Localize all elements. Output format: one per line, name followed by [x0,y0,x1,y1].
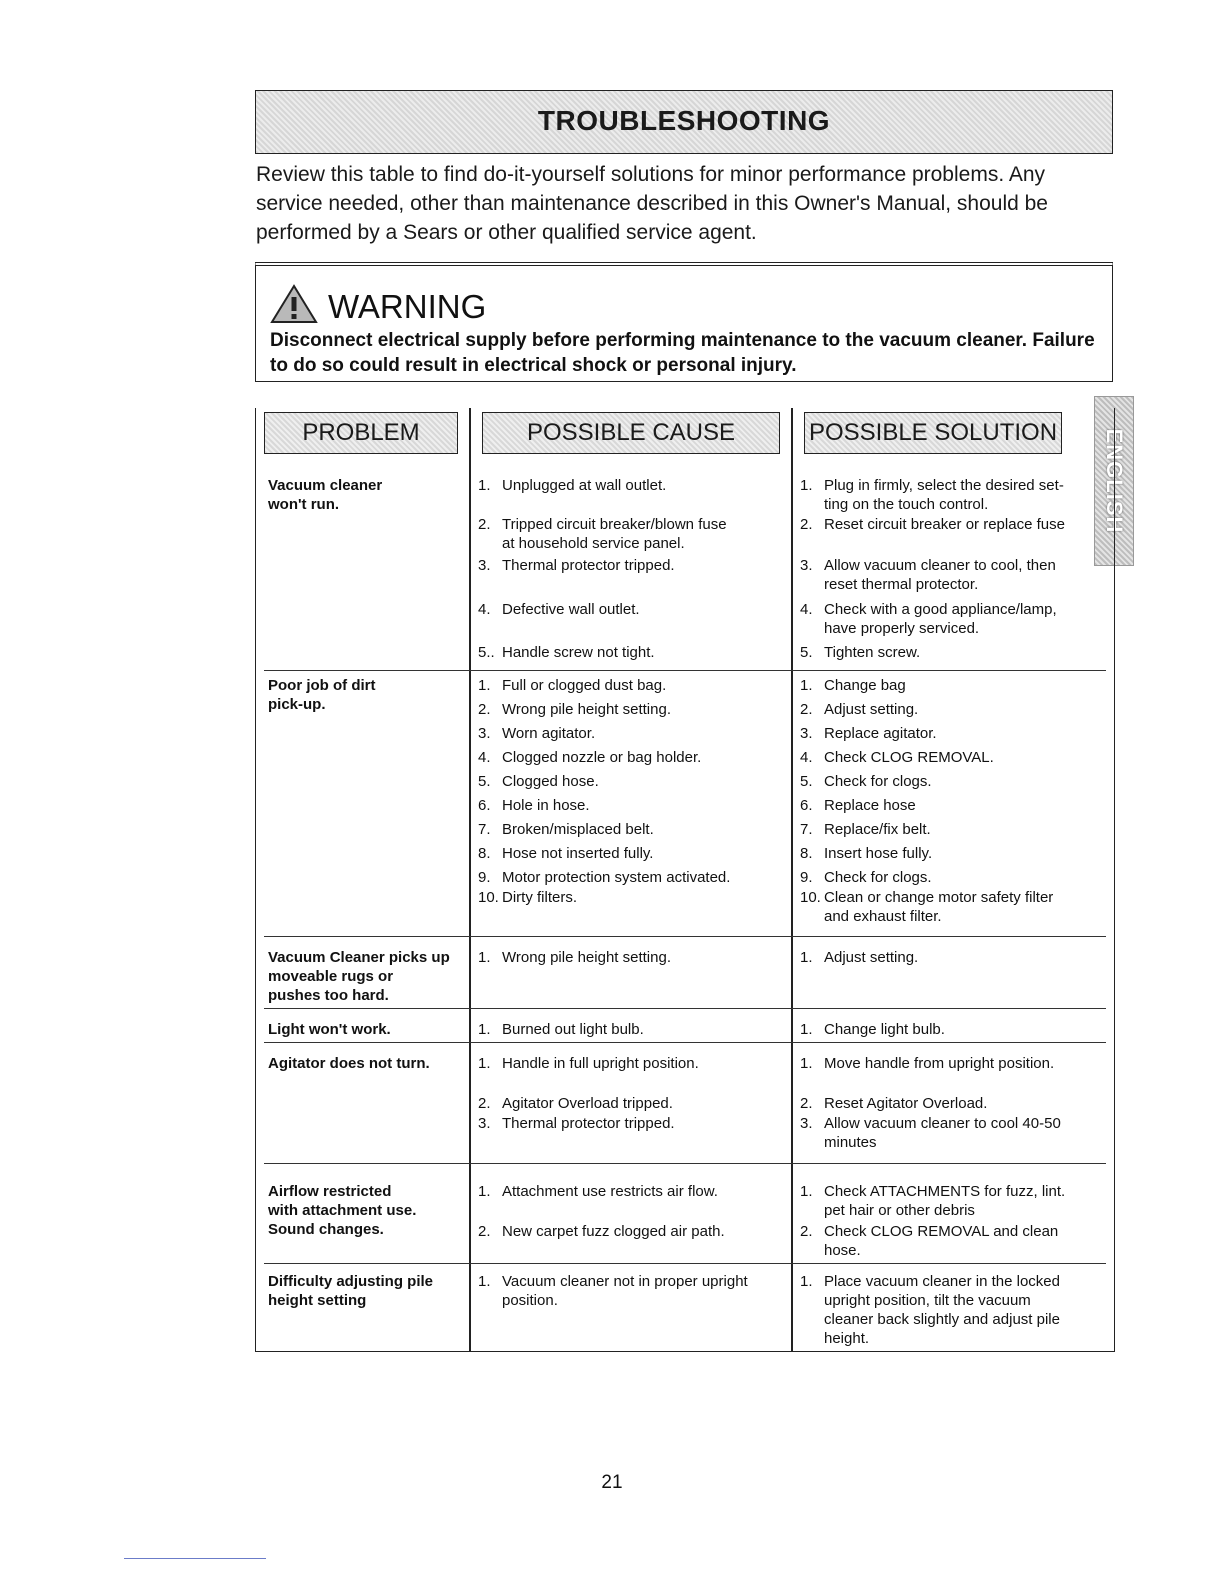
item-text: Adjust setting. [824,949,919,966]
item-text: Tighten screw. [824,644,921,661]
item-number: 5. [800,644,813,661]
problem-cell: Difficulty adjusting pile height setting [268,1273,434,1309]
item-number: 4. [800,601,813,618]
page-number: 21 [601,1472,623,1493]
warning-triangle-icon [270,284,318,324]
item-text: Reset Agitator Overload. [824,1095,988,1112]
item-number: 1. [800,1273,813,1290]
item-number: 3. [800,1115,813,1132]
item-text: Clogged hose. [502,773,599,790]
footer-rule [124,1558,266,1559]
problem-cell: Vacuum Cleaner picks up moveable rugs or pushes too hard. [268,949,450,1004]
item-text: Check for clogs. [824,773,932,790]
item-text: Adjust setting. [824,701,919,718]
item-number: 8. [478,845,491,862]
item-text: Move handle from upright position. [824,1055,1055,1072]
item-text: Clogged nozzle or bag holder. [502,749,702,766]
item-text: Place vacuum cleaner in the locked upright position, tilt the vacuum cleaner back slightly and adjust pile height. [824,1273,1060,1347]
item-text: Defective wall outlet. [502,601,640,618]
item-number: 5. [800,773,813,790]
warning-box [255,262,1113,382]
item-number: 3. [800,557,813,574]
row-separator [264,1263,1106,1264]
item-text: Change bag [824,677,906,694]
row-separator [264,936,1106,937]
intro-paragraph: Review this table to find do-it-yourself solutions for minor performance problems. Any service needed, other than maintenance described in this Owner's Manual, should be performed by a Sears or other qualified service agent. [256,163,1048,244]
item-text: Full or clogged dust bag. [502,677,667,694]
item-number: 2. [478,701,491,718]
header-problem: PROBLEM [264,412,458,454]
item-text: Attachment use restricts air flow. [502,1183,718,1200]
item-number: 1. [478,477,491,494]
problem-cell: Agitator does not turn. [268,1055,430,1072]
item-number: 7. [478,821,491,838]
item-number: 3. [478,1115,491,1132]
troubleshooting-table [255,408,1115,1352]
item-text: Check for clogs. [824,869,932,886]
item-text: Clean or change motor safety filter and exhaust filter. [824,889,1054,925]
item-number: 2. [478,1095,491,1112]
item-number: 5. [478,773,491,790]
item-number: 9. [800,869,813,886]
item-text: Agitator Overload tripped. [502,1095,673,1112]
item-text: Dirty filters. [502,889,577,906]
item-number: 9. [478,869,491,886]
item-text: Thermal protector tripped. [502,557,675,574]
item-text: New carpet fuzz clogged air path. [502,1223,725,1240]
item-text: Wrong pile height setting. [502,701,671,718]
item-text: Check with a good appliance/lamp, have properly serviced. [824,601,1057,637]
header-possible-cause: POSSIBLE CAUSE [482,412,780,454]
item-text: Allow vacuum cleaner to cool, then reset thermal protector. [824,557,1056,593]
item-number: 1. [800,949,813,966]
item-number: 1. [478,1021,491,1038]
header-possible-solution: POSSIBLE SOLUTION [804,412,1062,454]
side-tab-label: ENGLISH [1102,428,1127,534]
item-number: 4. [800,749,813,766]
item-text: Replace agitator. [824,725,937,742]
item-number: 1. [800,677,813,694]
item-number: 4. [478,601,491,618]
item-number: 1. [478,1183,491,1200]
item-number: 1. [478,1273,491,1290]
item-number: 10. [800,889,821,906]
warning-heading-text: WARNING [328,288,487,325]
item-text: Check CLOG REMOVAL and clean hose. [824,1223,1059,1259]
item-number: 10. [478,889,499,906]
item-number: 6. [478,797,491,814]
item-text: Motor protection system activated. [502,869,731,886]
item-number: 1. [800,477,813,494]
item-number: 2. [800,1095,813,1112]
item-number: 1. [800,1055,813,1072]
item-text: Burned out light bulb. [502,1021,644,1038]
row-separator [264,1042,1106,1043]
item-text: Insert hose fully. [824,845,933,862]
item-text: Thermal protector tripped. [502,1115,675,1132]
item-number: 2. [800,516,813,533]
item-text: Worn agitator. [502,725,596,742]
row-separator [264,670,1106,671]
item-text: Unplugged at wall outlet. [502,477,667,494]
item-text: Allow vacuum cleaner to cool 40-50 minutes [824,1115,1061,1151]
item-text: Replace hose [824,797,916,814]
item-number: 3. [478,725,491,742]
item-number: 2. [478,1223,491,1240]
item-text: Replace/fix belt. [824,821,931,838]
item-number: 1. [800,1021,813,1038]
item-text: Handle screw not tight. [502,644,655,661]
item-number: 1. [800,1183,813,1200]
item-text: Change light bulb. [824,1021,945,1038]
item-number: 7. [800,821,813,838]
item-text: Plug in firmly, select the desired set- ting on the touch control. [824,477,1064,513]
item-text: Broken/misplaced belt. [502,821,654,838]
item-text: Hole in hose. [502,797,590,814]
item-number: 1. [478,1055,491,1072]
item-text: Vacuum cleaner not in proper upright position. [502,1273,748,1309]
title-banner [255,90,1113,154]
item-text: Hose not inserted fully. [502,845,654,862]
item-number: 1. [478,949,491,966]
item-text: Handle in full upright position. [502,1055,699,1072]
item-number: 5.. [478,644,495,661]
problem-cell: Airflow restricted with attachment use. Sound changes. [268,1183,417,1238]
item-number: 3. [800,725,813,742]
page-title: TROUBLESHOOTING [537,105,831,136]
item-text: Reset circuit breaker or replace fuse [824,516,1065,533]
row-separator [264,1163,1106,1164]
problem-cell: Vacuum cleaner won't run. [268,477,383,513]
item-text: Tripped circuit breaker/blown fuse at household service panel. [502,516,727,552]
problem-cell: Poor job of dirt pick-up. [268,677,376,713]
item-number: 3. [478,557,491,574]
item-number: 1. [478,677,491,694]
item-number: 2. [800,1223,813,1240]
item-number: 8. [800,845,813,862]
item-text: Check CLOG REMOVAL. [824,749,994,766]
item-number: 2. [478,516,491,533]
item-number: 4. [478,749,491,766]
item-number: 2. [800,701,813,718]
row-separator [264,1008,1106,1009]
item-number: 6. [800,797,813,814]
warning-heading [270,284,486,326]
problem-cell: Light won't work. [268,1021,391,1038]
warning-text: Disconnect electrical supply before performing maintenance to the vacuum cleaner. Failure to do so could result in electrical shock or personal injury. [270,330,1095,376]
item-text: Check ATTACHMENTS for fuzz, lint. pet hair or other debris [824,1183,1066,1219]
item-text: Wrong pile height setting. [502,949,671,966]
